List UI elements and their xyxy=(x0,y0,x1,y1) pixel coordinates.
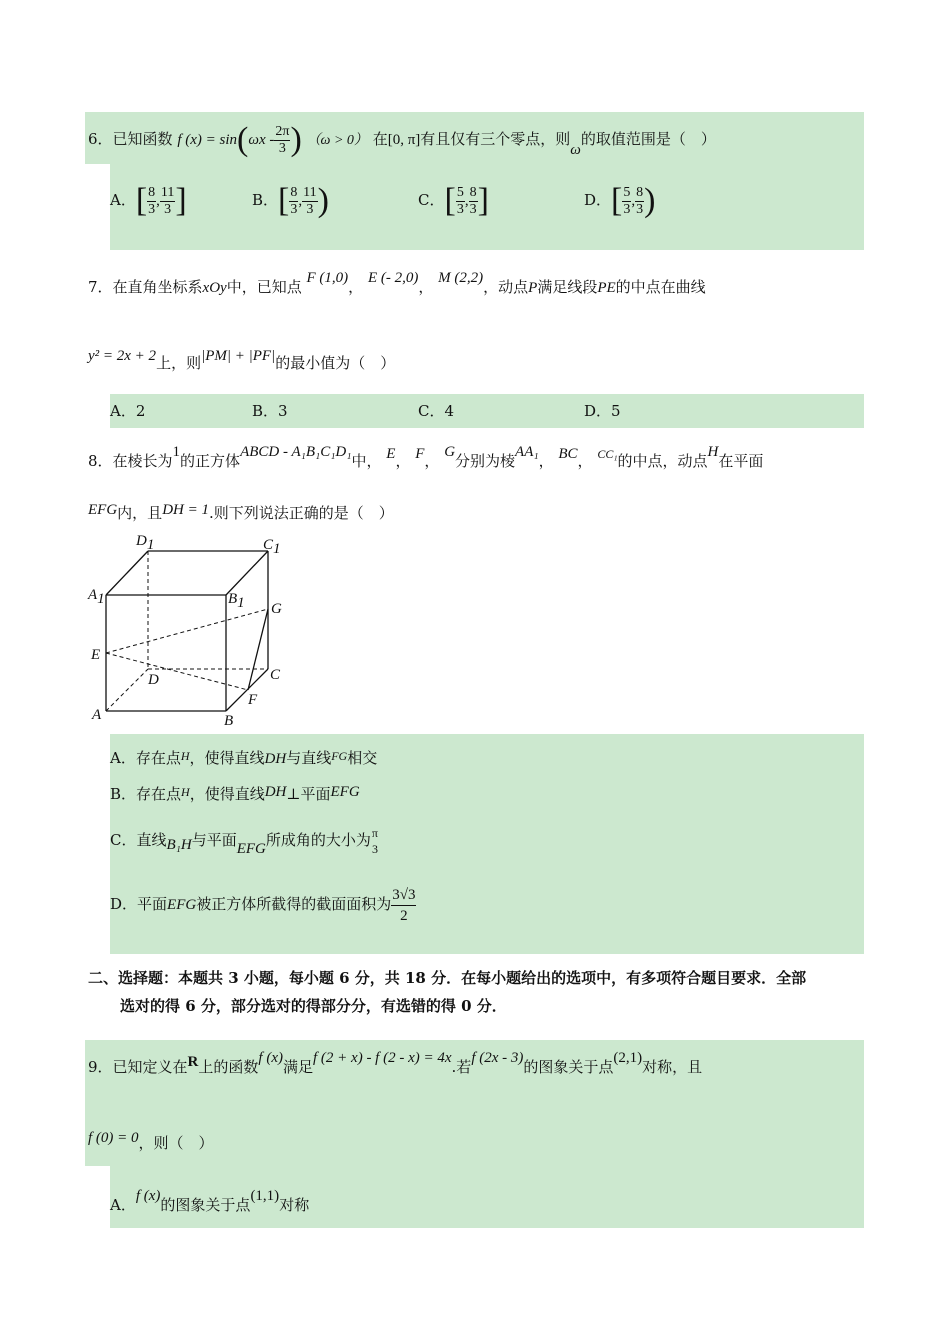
q6-option-c[interactable]: C．[ $\frac{5}{3}$ , $\frac{8}{3}$ ] xyxy=(418,182,489,219)
label-f: F xyxy=(248,692,258,708)
label-d: D xyxy=(148,672,159,688)
cube-diagram xyxy=(86,531,286,727)
q9-stem-line1: 9．已知定义在R上的函数f (x)满足f (2 + x) - f (2 - x) = 4x.若f (2x - 3)的图象关于点(2,1)对称，且 xyxy=(88,1050,703,1076)
label-c1: C1 xyxy=(263,537,281,557)
q7-option-b[interactable]: B．3 xyxy=(252,402,288,420)
label-a1: A1 xyxy=(88,587,105,607)
q7-option-c[interactable]: C．4 xyxy=(418,402,455,420)
q6-option-b[interactable]: B．[ $\frac{8}{3}$ , $\frac{11}{3}$ ) xyxy=(252,182,329,219)
q7-point-f: F (1,0) xyxy=(306,270,349,286)
cube-figure xyxy=(86,531,286,727)
label-a: A xyxy=(92,707,102,723)
q8-cube-name: ABCD - A₁B₁C₁D₁ xyxy=(240,444,352,460)
q6-condition: （ω > 0） xyxy=(306,133,368,148)
q7-option-d[interactable]: D．5 xyxy=(584,402,621,420)
section-2-instructions: 二、选择题：本题共 3 小题，每小题 6 分，共 18 分．在每小题给出的选项中，有多项符合题目要求．全部 xyxy=(88,969,807,987)
q7-stem-line1: 7．在直角坐标系xOy中，已知点 F (1,0)， E (- 2,0)， M (2,2)，动点P满足线段PE的中点在曲线 xyxy=(88,270,706,296)
q8-option-c[interactable]: C．直线B₁H与平面EFG所成角的大小为 π 3 xyxy=(110,826,378,857)
q7-options-highlight xyxy=(110,394,864,428)
q8-option-b[interactable]: B．存在点$^H$，使得直线DH⊥平面EFG xyxy=(110,784,360,803)
q7-option-a[interactable]: A．2 xyxy=(110,402,146,420)
section-2-instructions-cont: 选对的得 6 分，部分选对的得部分分，有选错的得 0 分． xyxy=(120,997,507,1015)
q6-option-a[interactable]: A．[ $\frac{8}{3}$ , $\frac{11}{3}$ ] xyxy=(110,182,187,219)
q8-dh-condition: DH = 1 xyxy=(162,502,209,518)
label-e: E xyxy=(91,647,101,663)
q7-expression: |PM| + |PF| xyxy=(201,348,276,364)
label-b1: B1 xyxy=(228,591,245,611)
q8-stem-line1: 8．在棱长为1的正方体ABCD - A₁B₁C₁D₁中， E， F， G分别为棱AA₁， BC， $^{CC_1}$的中点，动点H在平面 xyxy=(88,444,764,470)
q6-interval: [0, π] xyxy=(387,132,421,148)
q6-fraction: $\frac{2\pi}{3}$ xyxy=(275,123,290,156)
q6-omega: ω xyxy=(570,142,581,158)
label-c: C xyxy=(270,667,281,683)
q9-equation: f (2 + x) - f (2 - x) = 4x xyxy=(313,1050,452,1066)
q6-stem: 6．已知函数 f (x) = sin(ωx - $\frac{2\pi}{3}$ ) （ω > 0） 在[0, π]有且仅有三个零点，则ω的取值范围是（ ） xyxy=(88,121,716,158)
q6-option-d[interactable]: D．[ $\frac{5}{3}$ , $\frac{8}{3}$ ) xyxy=(584,182,656,219)
q7-point-m: M (2,2) xyxy=(438,270,484,286)
q7-point-e: E (- 2,0) xyxy=(367,270,419,286)
q8-stem-line2: EFG内，且DH = 1.则下列说法正确的是（ ） xyxy=(88,502,394,522)
q7-stem-line2: y² = 2x + 2上，则|PM| + |PF|的最小值为（ ） xyxy=(88,348,396,372)
q6-number: 6． xyxy=(88,130,113,148)
q8-option-d[interactable]: D．平面EFG被正方体所截得的截面面积为 $\frac{3√3}{2}$ xyxy=(110,886,416,924)
q6-function: f (x) = sin xyxy=(177,132,238,148)
label-g: G xyxy=(271,601,282,617)
q7-curve: y² = 2x + 2 xyxy=(88,348,157,364)
label-d1: D1 xyxy=(136,533,155,553)
q9-stem-line2: f (0) = 0，则（ ） xyxy=(88,1130,214,1152)
label-b: B xyxy=(224,713,234,727)
q9-option-a[interactable]: A．f (x)的图象关于点(1,1)对称 xyxy=(110,1188,310,1214)
q8-option-a[interactable]: A．存在点$^H$，使得直线DH与直线$^{FG}$相交 xyxy=(110,749,378,767)
